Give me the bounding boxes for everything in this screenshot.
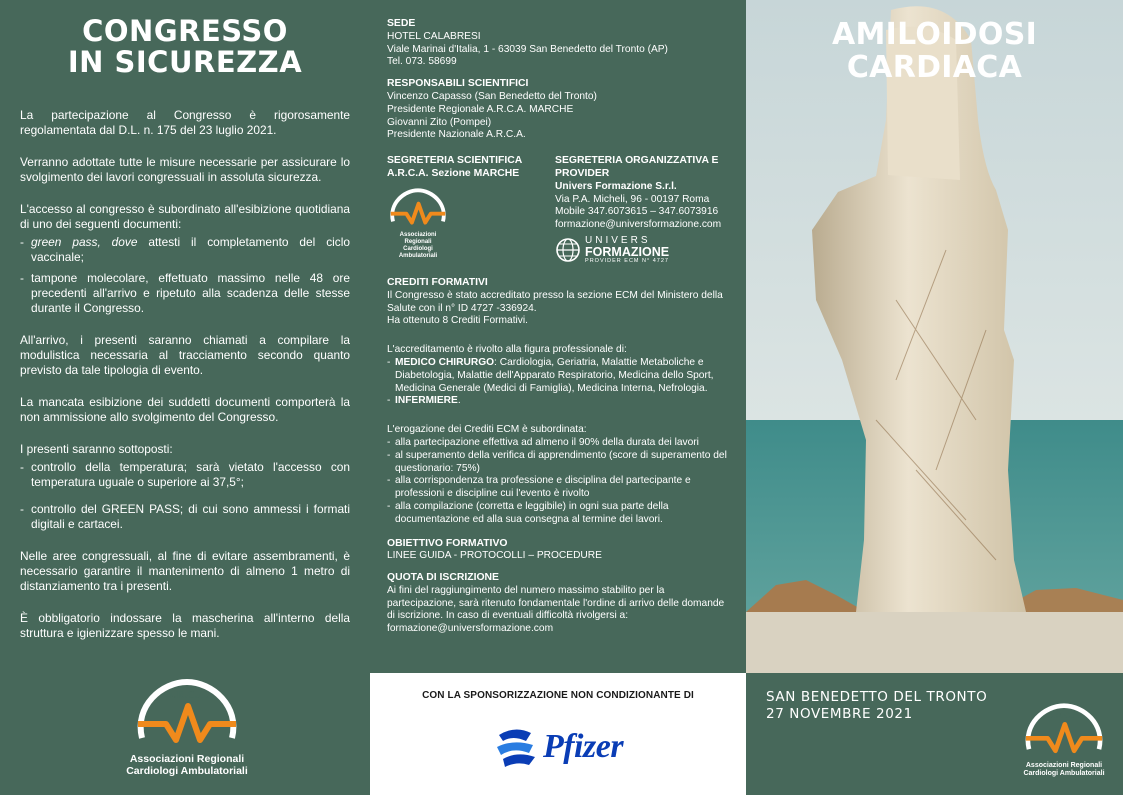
logo-caption-line: Associazioni Regionali (399, 231, 437, 245)
section-heading: CREDITI FORMATIVI (387, 276, 488, 288)
venue-address: Viale Marinai d'Italia, 1 - 63039 San Benedetto del Tronto (AP) (387, 43, 668, 55)
section-heading: SEGRETERIA SCIENTIFICA (387, 155, 523, 167)
text-line: Il Congresso è stato accreditato presso la sezione ECM del Ministero della Salute con il n° ID 4727 -336924. (387, 289, 723, 314)
statue-sea-photo (746, 0, 1123, 673)
pfizer-logo (370, 725, 746, 769)
organizing-secretariat (555, 155, 734, 265)
arca-heart-icon (1021, 701, 1107, 757)
text-line: Vincenzo Capasso (San Benedetto del Tronto) (387, 90, 597, 102)
list-item (387, 395, 734, 408)
list-item-text: . (457, 395, 461, 407)
list-item: - alla corrispondenza tra professione e disciplina del partecipante e professioni e discipline cui l'evento è rivolto (387, 475, 734, 501)
company-name: Univers Formazione S.r.l. (555, 180, 677, 192)
title-line: CARDIACA (846, 50, 1023, 85)
event-location: SAN BENEDETTO DEL TRONTO (766, 689, 988, 705)
section-heading: RESPONSABILI SCIENTIFICI (387, 78, 529, 90)
cover-title (746, 18, 1123, 84)
arca-acronym: A.R.C.A. (165, 689, 209, 701)
univers-line: UNIVERS (585, 234, 651, 246)
checks-list (20, 460, 350, 532)
profession-name: MEDICO CHIRURGO (395, 356, 495, 368)
text-line: Ha ottenuto 8 Crediti Formativi. (387, 315, 528, 327)
secretariat-row (387, 155, 734, 265)
arca-acronym: A.R.C.A. (405, 193, 431, 201)
list-item: - controllo della temperatura; sarà vietato l'accesso con temperatura uguale o superiore ai 37,5°; (20, 460, 350, 490)
title-line: IN SICUREZZA (67, 45, 303, 79)
company-address: Via P.A. Micheli, 96 - 00197 Roma (555, 193, 710, 205)
venue-section (387, 18, 734, 69)
green-pass-text: green pass, dove (31, 235, 138, 249)
arca-mini-logo (387, 187, 449, 260)
sponsor-area (370, 673, 746, 795)
text-line: Giovanni Zito (Pompei) (387, 116, 492, 128)
conditions-list (387, 437, 734, 527)
text-line: Presidente Regionale A.R.C.A. MARCHE (387, 103, 574, 115)
pfizer-mark-icon (493, 725, 539, 769)
arca-acronym: A.R.C.A. (1047, 710, 1081, 721)
paragraph: La partecipazione al Congresso è rigorosamente regolamentata dal D.L. n. 175 del 23 luglio 2021. (20, 108, 350, 137)
list-item (387, 357, 734, 395)
logo-caption-line: Cardiologi Ambulatoriali (398, 245, 438, 259)
univers-line: PROVIDER ECM N° 4727 (585, 257, 669, 264)
venue-name: HOTEL CALABRESI (387, 30, 481, 42)
congress-safety-title (20, 16, 350, 78)
arca-heart-icon (132, 676, 242, 748)
contact-email: formazione@universformazione.com (387, 623, 554, 635)
sponsor-label: CON LA SPONSORIZZAZIONE NON CONDIZIONANTE DI (422, 690, 694, 701)
paragraph: Nelle aree congressuali, al fine di evitare assembramenti, è necessario garantire il mantenimento di almeno 1 metro di distanziamento tra i presenti. (20, 549, 350, 593)
list-item (20, 235, 350, 265)
logo-caption-line: Cardiologi Ambulatoriali (126, 765, 248, 777)
paragraph: I presenti saranno sottoposti: (20, 442, 173, 456)
logo-caption-line: Cardiologi Ambulatoriali (1023, 770, 1105, 777)
paragraph: L'accesso al congresso è subordinato all'esibizione quotidiana di uno dei seguenti documenti: (20, 202, 350, 231)
list-item: - alla partecipazione effettiva ad almeno il 90% della durata dei lavori (387, 437, 734, 450)
list-item: - controllo del GREEN PASS; di cui sono ammessi i formati digitali e cartacei. (20, 502, 350, 532)
list-item: - tampone molecolare, effettuato massimo nelle 48 ore precedenti all'arrivo e ripetuto alla scadenza delle stesse durante il Congresso. (20, 271, 350, 316)
credits-section (387, 277, 734, 328)
profession-name: INFERMIERE (395, 395, 458, 407)
univers-line: FORMAZIONE (585, 244, 670, 259)
text-line: L'erogazione dei Crediti ECM è subordinata: (387, 424, 587, 436)
list-item: - al superamento della verifica di apprendimento (score di superamento del questionario: 75%) (387, 450, 734, 476)
arca-heart-icon (387, 187, 449, 227)
left-panel (0, 0, 370, 795)
arca-logo (1018, 701, 1110, 778)
venue-phone: Tel. 073. 58699 (387, 56, 457, 68)
pfizer-wordmark: Pfizer (542, 728, 624, 765)
paragraph: La mancata esibizione dei suddetti documenti comporterà la non ammissione allo svolgimento del Congresso. (20, 395, 350, 424)
cover-footer (746, 673, 1123, 795)
text-line: L'accreditamento è rivolto alla figura professionale di: (387, 344, 627, 356)
logo-caption-line: Associazioni Regionali (1025, 762, 1103, 769)
list-item-text: attesti il completamento del ciclo vaccinale; (31, 235, 350, 264)
text-line: LINEE GUIDA - PROTOCOLLI – PROCEDURE (387, 550, 602, 562)
section-heading: PROVIDER (555, 167, 610, 179)
event-date: 27 NOVEMBRE 2021 (766, 706, 913, 722)
text-line: Ai fini del raggiungimento del numero massimo stabilito per la partecipazione, sarà ritenuto fondamentale l'ordine di arrivo delle domande di iscrizione. In caso di eventuali difficoltà rivolgersi a: (387, 584, 725, 622)
text-line: A.R.C.A. Sezione MARCHE (387, 167, 520, 179)
section-heading: OBIETTIVO FORMATIVO (387, 537, 508, 549)
text-line: Presidente Nazionale A.R.C.A. (387, 129, 526, 141)
globe-icon (555, 237, 581, 263)
section-heading: QUOTA DI ISCRIZIONE (387, 572, 499, 584)
section-heading: SEGRETERIA ORGANIZZATIVA E (555, 155, 719, 167)
univers-formazione-logo (555, 236, 734, 265)
registration-section (387, 572, 734, 636)
documents-list (20, 235, 350, 316)
list-item-text: : Cardiologia, Geriatria, Malattie Metaboliche e Diabetologia, Malattie dell'Apparato Respiratorio, Medicina dello Sport, Medicina Generale (Medici di Famiglia), Medicina Interna, Nefrologia. (395, 356, 714, 394)
paragraph: Verranno adottate tutte le misure necessarie per assicurare lo svolgimento dei lavori congressuali in assoluta sicurezza. (20, 155, 350, 184)
list-item: - alla compilazione (corretta e leggibile) in ogni sua parte della documentazione ed alla sua consegna al termine dei lavori. (387, 501, 734, 527)
company-phone: Mobile 347.6073615 – 347.6073916 (555, 206, 719, 218)
accreditation-section (387, 344, 734, 408)
company-email: formazione@universformazione.com (555, 219, 722, 231)
event-place-date (766, 689, 987, 723)
arca-logo (112, 676, 262, 777)
cover-panel (746, 0, 1123, 673)
ecm-conditions-section (387, 424, 734, 526)
scientific-managers-section (387, 78, 734, 142)
paragraph: È obbligatorio indossare la mascherina all'interno della struttura e igienizzare spesso le mani. (20, 611, 350, 640)
title-line: CONGRESSO (82, 14, 288, 48)
safety-rules-body (20, 108, 350, 641)
paragraph: All'arrivo, i presenti saranno chiamati a compilare la modulistica necessaria al tracciamento secondo quanto previsto da tale tipologia di evento. (20, 333, 350, 377)
professions-list (387, 357, 734, 408)
middle-panel (370, 0, 746, 673)
objective-section (387, 538, 734, 564)
title-line: AMILOIDOSI (831, 17, 1038, 52)
univers-wordmark (585, 236, 669, 265)
logo-caption-line: Associazioni Regionali (129, 753, 245, 765)
section-heading: SEDE (387, 18, 416, 29)
scientific-secretariat (387, 155, 555, 265)
